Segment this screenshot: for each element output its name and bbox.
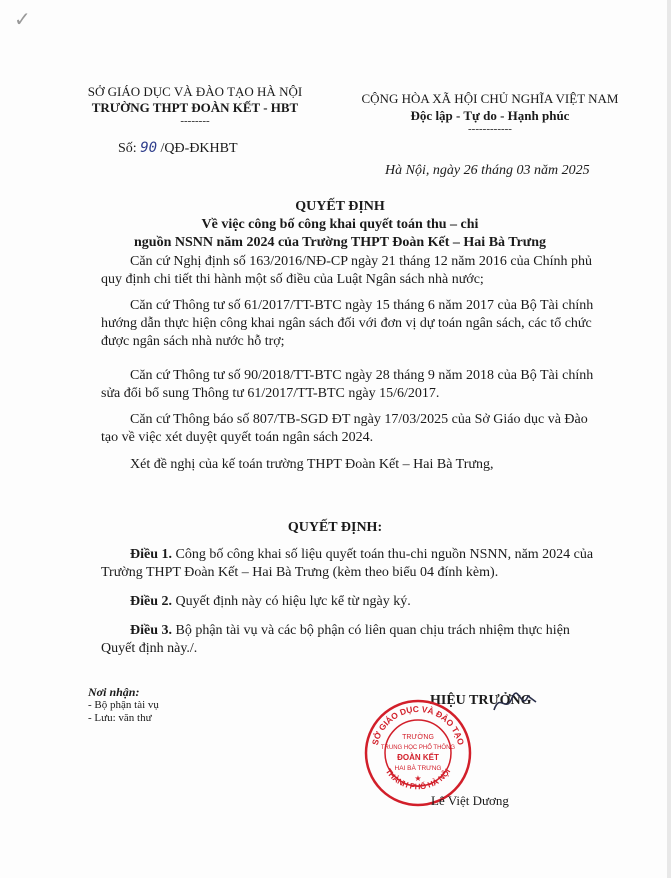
signature-icon xyxy=(490,688,540,718)
ministry-name: SỞ GIÁO DỤC VÀ ĐÀO TẠO HÀ NỘI xyxy=(87,84,303,99)
recipient-item: - Lưu: văn thư xyxy=(88,712,152,724)
school-name: TRƯỜNG THPT ĐOÀN KẾT - HBT xyxy=(91,100,299,115)
header-right xyxy=(340,90,640,134)
signer-name: Lê Việt Dương xyxy=(431,793,509,808)
seal-ring-text: SỞ GIÁO DỤC VÀ ĐÀO TẠO xyxy=(369,703,467,747)
basis-2: Căn cứ Thông tư số 61/2017/TT-BTC ngày 15 tháng 6 năm 2017 của Bộ Tài chính hướng dẫn thực hiện công khai ngân sách đối với đơn vị dự toán ngân sách, các tổ chức được ngân sách nhà nước hỗ trợ; xyxy=(101,298,594,349)
doc-number-prefix: Số: xyxy=(118,141,137,156)
seal-bottom-text: THÀNH PHỐ HÀ NỘI xyxy=(383,767,453,792)
article-1 xyxy=(101,546,606,582)
article-3-text: Bộ phận tài vụ và các bộ phận có liên quan chịu trách nhiệm thực hiện Quyết định này./. xyxy=(101,623,570,656)
scan-edge xyxy=(667,0,671,878)
seal-line-2: TRUNG HỌC PHỔ THÔNG xyxy=(380,745,456,751)
recipients xyxy=(88,686,159,725)
decision-heading: QUYẾT ĐỊNH: xyxy=(287,520,383,535)
signer-title: HIỆU TRƯỞNG xyxy=(430,693,532,708)
header-right-separator: ------------ xyxy=(468,123,512,135)
national-motto: Độc lập - Tự do - Hạnh phúc xyxy=(410,108,570,123)
header-left-separator: -------- xyxy=(180,115,210,127)
issue-date xyxy=(385,163,590,179)
article-3 xyxy=(101,622,606,658)
article-1-text: Công bố công khai số liệu quyết toán thu-chi nguồn NSNN, năm 2024 của Trường THPT Đoàn Kết – Hai Bà Trưng (kèm theo biểu 04 đính kèm). xyxy=(101,547,594,580)
recipient-item: - Bộ phận tài vụ xyxy=(88,699,159,711)
date-day: 26 xyxy=(463,163,478,178)
scan-corner-mark: ✓ xyxy=(14,9,31,31)
date-place: Hà Nội, ngày xyxy=(385,163,461,178)
article-2 xyxy=(101,593,606,611)
basis-3: Căn cứ Thông tư số 90/2018/TT-BTC ngày 28 tháng 9 năm 2018 của Bộ Tài chính sửa đổi bổ sung Thông tư 61/2017/TT-BTC ngày 15/6/2017. xyxy=(101,368,594,401)
basis-5: Xét đề nghị của kế toán trường THPT Đoàn Kết – Hai Bà Trưng, xyxy=(130,457,494,472)
seal-line-3: ĐOÀN KẾT xyxy=(397,753,439,762)
doc-number-suffix: /QĐ-ĐKHBT xyxy=(160,141,238,156)
seal-star-icon: ★ xyxy=(414,774,422,783)
nation-name: CỘNG HÒA XÃ HỘI CHỦ NGHĨA VIỆT NAM xyxy=(361,91,619,106)
basis-4: Căn cứ Thông báo số 807/TB-SGD ĐT ngày 17/03/2025 của Sở Giáo dục và Đào tạo về việc xét duyệt quyết toán ngân sách 2024. xyxy=(101,412,588,445)
seal-line-1: TRƯỜNG xyxy=(402,734,434,741)
document-number xyxy=(118,140,238,157)
header-left xyxy=(80,84,310,126)
article-1-label: Điều 1. xyxy=(130,547,172,562)
article-3-label: Điều 3. xyxy=(130,623,172,638)
date-month-label: tháng xyxy=(481,163,513,178)
title-line-3: nguồn NSNN năm 2024 của Trường THPT Đoàn Kết – Hai Bà Trưng xyxy=(134,235,546,250)
article-2-label: Điều 2. xyxy=(130,594,172,609)
basis-1: Căn cứ Nghị định số 163/2016/NĐ-CP ngày 21 tháng 12 năm 2016 của Chính phủ quy định chi tiết thi hành một số điều của Luật Ngân sách nhà nước; xyxy=(101,254,593,287)
date-year: năm 2025 xyxy=(533,163,590,178)
article-2-text: Quyết định này có hiệu lực kể từ ngày ký. xyxy=(175,594,411,609)
recipients-title: Nơi nhận: xyxy=(88,685,140,699)
seal-line-4: HAI BÀ TRƯNG xyxy=(394,765,442,772)
title-line-2: Về việc công bố công khai quyết toán thu – chi xyxy=(201,217,479,232)
date-month: 03 xyxy=(516,163,531,178)
doc-number-handwritten: 90 xyxy=(140,140,158,156)
official-seal-icon xyxy=(363,698,473,808)
document-title xyxy=(40,198,640,252)
title-line-1: QUYẾT ĐỊNH xyxy=(295,199,385,214)
